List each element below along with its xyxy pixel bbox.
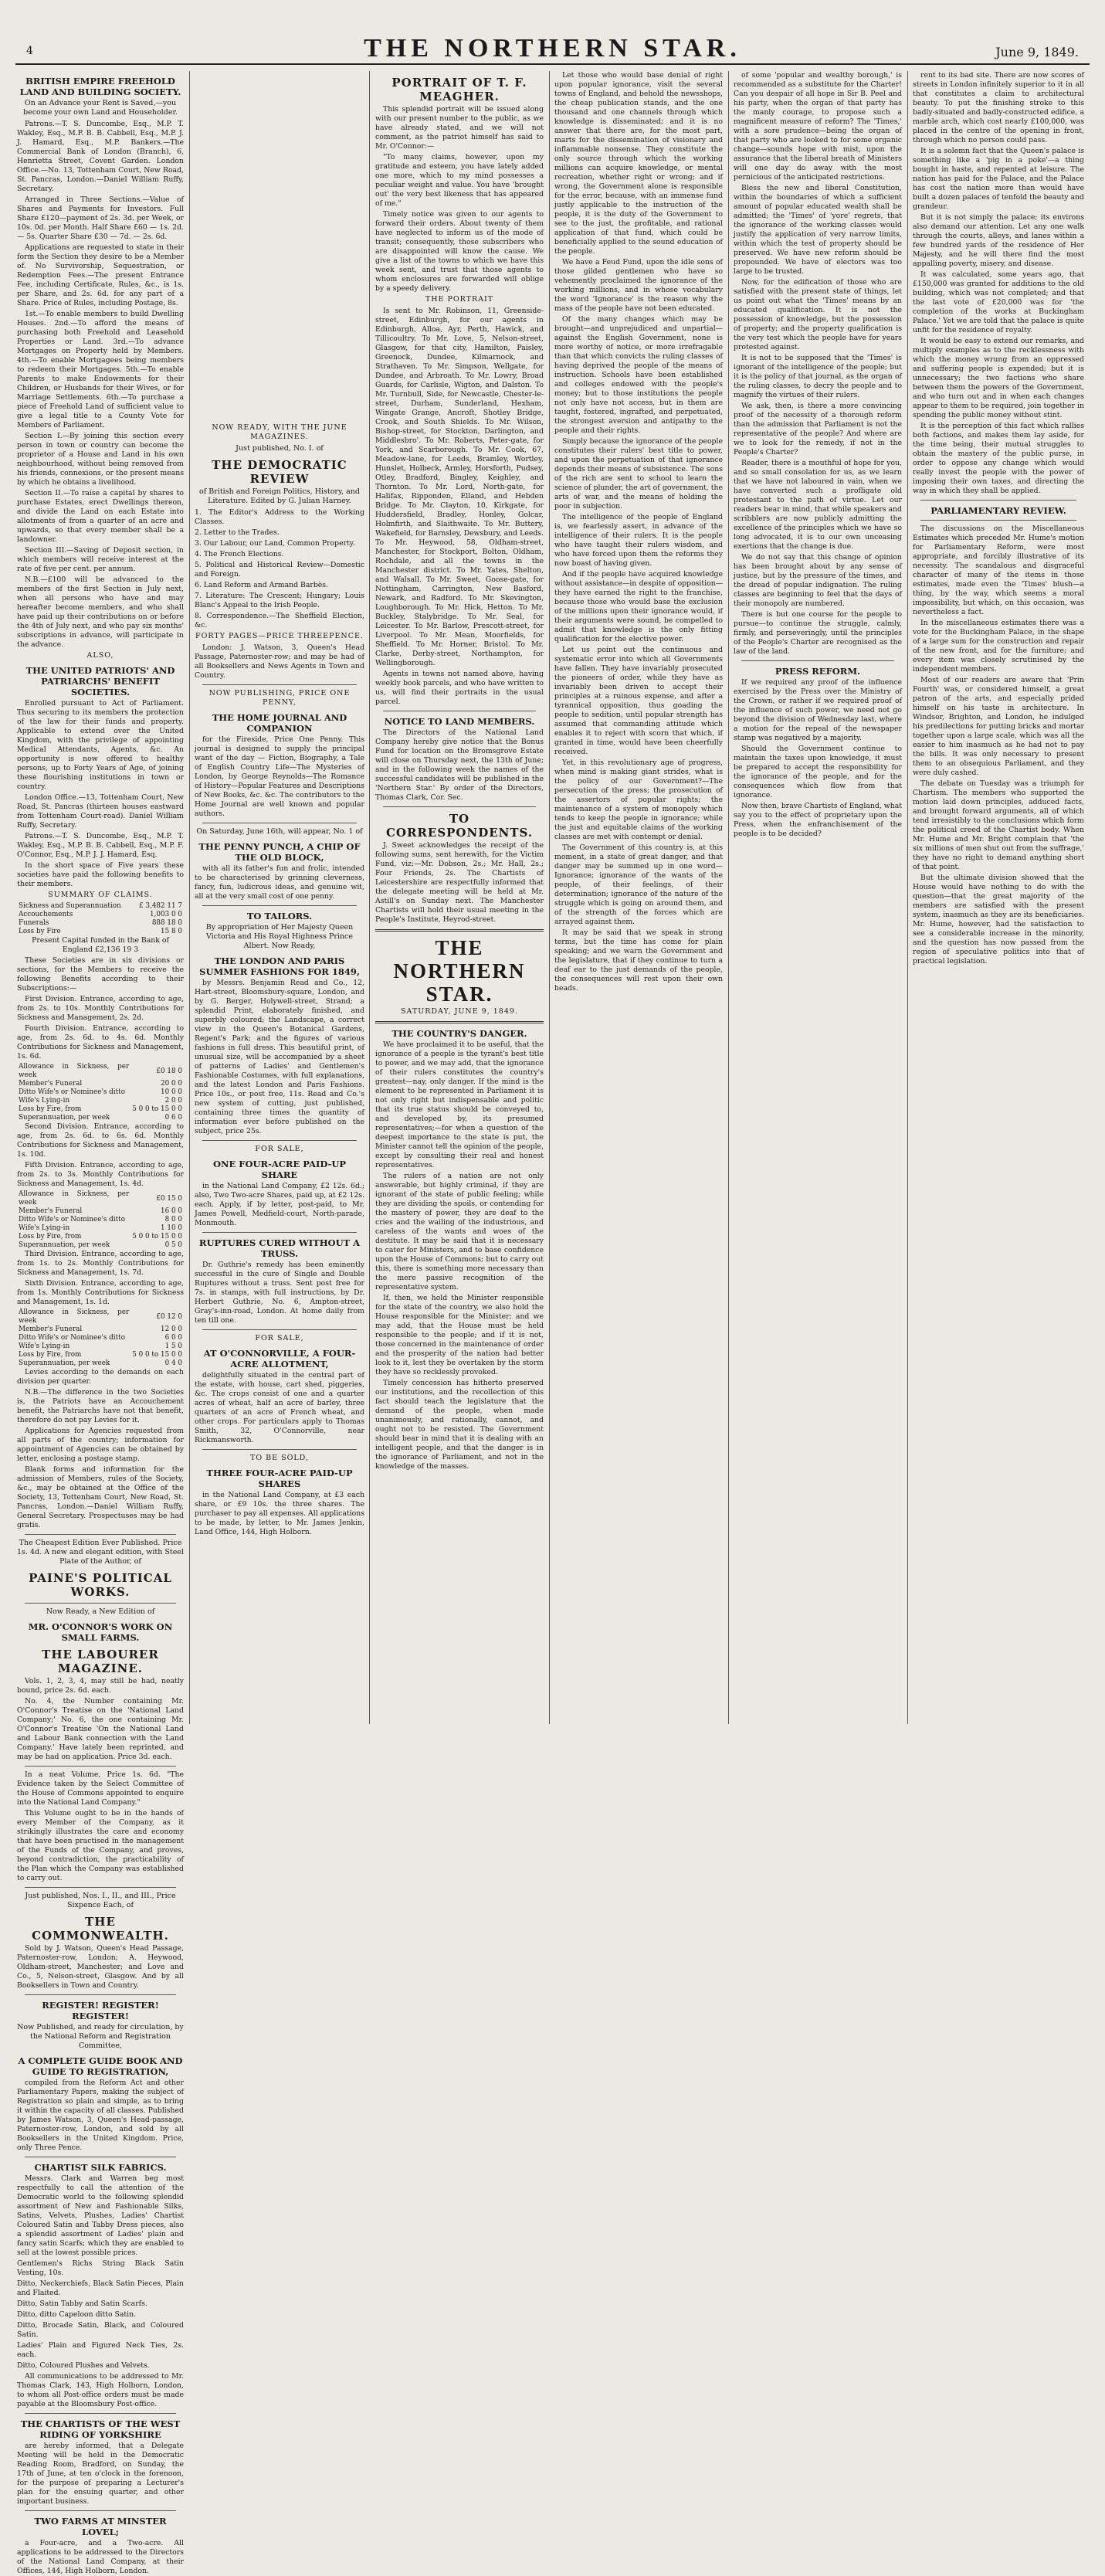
oconnorville-heading: FOR SALE, <box>255 1334 304 1342</box>
paragraph: Let us point out the continuous and systematic error into which all Governments have fallen. They have invariably prosecuted the pioneers of order, while they have as invariably been driven to accept their principles at a ruinous expense, and after a tyrannical opposition, thus goading the people to sedition, until popular strength has assumed that commanding attitude which enables it to reject with scorn that which, if granted in time, would have been cheerfully received. <box>554 646 723 756</box>
parliamentary-review-title: PARLIAMENTARY REVIEW. <box>930 505 1066 516</box>
benefits-table <box>17 1063 184 1122</box>
divider <box>383 806 536 807</box>
present-capital: Present Capital funded in the Bank of England £2,136 19 3 <box>32 936 169 954</box>
portrait-list-heading: THE PORTRAIT <box>425 295 494 304</box>
oconnor-ad-intro: Now Ready, a New Edition of <box>46 1607 155 1616</box>
paragraph: Let those who would base denial of right upon popular ignorance, visit the several towns of England, and behold the newsshops, the cheap publication stands, and the one thousand and one channels through which knowledge is disseminated; and it is no answer that there are, for the most part, marts for the dissemination of visionary and inflammable nonsense. They constitute the only source through which the working millions can acquire knowledge, or mental recreation, whether right or wrong; and if wrong, the Government alone is responsible for the error, because, with an immense fund justly applicable to the instruction of the people, it is the duty of the Government to see to the just, the profitable, and rational application of that fund, which could be beneficially applied to the sound education of the people. <box>554 71 723 256</box>
paragraph: But the ultimate division showed that the House would have nothing to do with the question—that the great majority of the members are satisfied with the present system, inasmuch as they are its beneficiaries. Mr. Hume, however, had the satisfaction to see a considerable increase in the minority, and the question has now passed from the region of speculative politics into that of practical legislation. <box>913 874 1084 966</box>
sale-title: ONE FOUR-ACRE PAID-UP SHARE <box>213 1159 346 1180</box>
column-rule <box>189 71 190 1724</box>
table-row: Wife's Lying-in 1 10 0 <box>19 1224 182 1232</box>
divider <box>202 905 357 906</box>
divider <box>920 500 1076 501</box>
divider <box>25 1534 176 1535</box>
paragraph: The debate on Tuesday was a triumph for Chartism. The members who supported the motion laid down principles, adduced facts, and brought forward arguments, all of which tend irresistibly to the conclusions which form the political creed of the Chartist body. When Mr. Hume and Mr. Bright complain that 'the six millions of men shut out from the suffrage,' they have no right to demand anything short of that point. <box>913 779 1084 871</box>
paragraph: in the National Land Company, £2 12s. 6d.; also, Two Two-acre Shares, paid up, at £2 12s. each. Apply, if by letter, post-paid, to Mr. James Powell, Medfield-court, North-parade, Monmouth. <box>195 1182 364 1227</box>
divider <box>920 520 1076 521</box>
commonwealth-intro: Just published, Nos. I., II., and III., Price Sixpence Each, of <box>25 1892 176 1909</box>
list-item: Ditto, Neckerchiefs, Black Satin Pieces, Plain and Flaited. <box>17 2279 184 2297</box>
paragraph: of some 'popular and wealthy borough,' is recommended as a substitute for the Charter! Can you despair of all hope in Sir B. Peel and his party, when the organ of that party has the manly courage, to propose such a magnificent measure of reform? The 'Times,' with a sore prudence—being the organ of that party who are looked to for some organic change—sounds hope with mist, upon the assurance that the liberal breath of Ministers will one day do away with the most pernicious of the anticipated restrictions. <box>734 71 902 182</box>
column-rule <box>907 71 908 1724</box>
table-row: Sickness and Superannuation £ 3,482 11 7 <box>19 902 182 910</box>
paragraph: The Directors of the National Land Company hereby give notice that the Bonus Fund for location on the Bromsgrove Estate will close on Thursday next, the 13th of June; and in the following week the names of the successful candidates will be published in the 'Northern Star.' By order of the Directors, Thomas Clark, Cor. Sec. <box>375 728 544 802</box>
paragraph: Timely concession has hitherto preserved our institutions, and the recollection of this fact should teach the legislature that the demand of the people, when made unanimously, and rationally, cannot, and ought not to be resisted. The Government should bear in mind that it is dealing with an intelligent people, and that the danger is in the ignorance of Parliament, and not in the knowledge of the masses. <box>375 1379 544 1471</box>
divider <box>375 929 544 932</box>
newspaper-title: THE NORTHERN STAR. <box>364 34 741 63</box>
press-reform-title: PRESS REFORM. <box>775 666 861 677</box>
paragraph: in the National Land Company, at £3 each share, or £9 10s. the three shares. The purchaser to pay all expenses. All applications to be made, by letter, to Mr. James Jenkin, Land Office, 144, High Holborn. <box>195 1491 364 1536</box>
danger-title: THE COUNTRY'S DANGER. <box>391 1028 527 1039</box>
heading-united-patriots: THE UNITED PATRIOTS' AND PATRIARCHS' BENEFIT SOCIETIES. <box>25 665 175 697</box>
also-label: ALSO, <box>86 651 114 660</box>
paragraph: Simply because the ignorance of the people constitutes their rulers' best title to power, and upon the perpetuation of that ignorance depends their means of subsistence. The sons of the rich are sent to school to learn the science of plunder, the art of government, the arts of war, and the means of holding the poor in subjection. <box>554 437 723 511</box>
paragraph: Is sent to Mr. Robinson, 11, Greenside-street, Edinburgh, for our agents in Edinburgh, Alloa, Ayr, Perth, Hawick, and Tillicoultry. To Mr. Love, 5, Nelson-street, Glasgow, for that city, Hamilton, Paisley, Greenock, Dundee, Kilmarnock, and Strathaven. To Mr. Simpson, Wellgate, for Dundee, and Arbroath. To Mr. Lowry, Broad Guards, for Carlisle, Wigton, and Dalston. To Mr. Turnbull, Side, for Newcastle, Chester-le-street, Durham, Sunderland, Hexham, Wingate Grange, Ancroft, Shotley Bridge, Crook, and South Shields. To Mr. Wilson, Bishop-street, for Stockton, Darlington, and Middlesbro'. To Mr. Roberts, Peter-gate, for York, and Scarborough. To Mr. Cook, 67, Meadow-lane, for Leeds, Bramley, Wortley, Hunslet, Holbeck, Armley, Horsforth, Pudsey, Otley, Bradford, Bingley, Keighley, and Thornton. To Mr. Lord, North-gate, for Halifax, Ripponden, Elland, and Hebden Bridge. To Mr. Clayton, 10, Kirkgate, for Huddersfield, Bradley, Honley, Golcar, Holmfirth, and Slaithwaite. To Mr. Buttery, Wakefield, for Barnsley, Dewsbury, and Leeds. To Mr. Heywood, 58, Oldham-street, Manchester, for Stockport, Bolton, Oldham, Rochdale, and all the towns in the Manchester district. To Mr. Yates, Shelton, and Walsall. To Mr. Sweet, Goose-gate, for Nottingham, Carrington, New Basford, Newark, and Radford. To Mr. Skevington, Loughborough. To Mr. Hick, Hetton. To Mr. Buckley, Stalybridge. To Mr. Seal, for Leicester. To Mr. Barlow, Prescott-street, for Liverpool. To Mr. Mean, Moorfields, for Sheffield. To Mr. Horner, Bristol. To Mr. Clarke, Derby-street, Northampton, for Wellingborough. <box>375 307 544 667</box>
list-item: 4. The French Elections. <box>195 550 284 558</box>
division-label: Sixth Division. Entrance, according to age, from 1s. Monthly Contributions for Sickness and Management, 1s. 1d. <box>17 1279 184 1306</box>
division-label: Third Division. Entrance, according to age, from 1s. to 2s. Monthly Contributions for Sickness and Management, 1s. 7d. <box>17 1250 184 1277</box>
divider <box>25 1766 176 1767</box>
paragraph: It is not to be supposed that the 'Times' is ignorant of the intelligence of the people; but it is the policy of that journal, as the organ of the ruling classes, to decry the people and to magnify the virtues of their rulers. <box>734 354 902 399</box>
column-5 <box>734 71 902 1724</box>
paragraph: Bless the new and liberal Constitution, within the boundaries of which a sufficient amount of popular educated wealth shall be admitted; the 'Times' of 'yore' regrets, that the ignorance of the working classes would justify the application of very narrow limits, within which the test of property should be preserved. We have new reform should be propounded. We have of electors was too large to be trusted. <box>734 184 902 276</box>
reformer-price: FORTY PAGES—PRICE THREEPENCE. <box>195 632 364 640</box>
paragraph: No. 4, the Number containing Mr. O'Connor's Treatise on the 'National Land Company;' No. 6, the one containing Mr. O'Connor's Treatise 'On the National Land and Labour Bank connection with the Land Company.' Have lately been reprinted, and may be had on application. Price 3d. each. <box>17 1697 184 1761</box>
paragraph: Timely notice was given to our agents to forward their orders. About twenty of them have neglected to inform us of the mode of transit; consequently, those subscribers who are disappointed will know the cause. We give a list of the towns to which we have this week sent, and trust that those agents to whom enclosures are forwarded will oblige by a speedy delivery. <box>375 210 544 293</box>
table-row: Superannuation, per week 0 4 0 <box>19 1359 182 1367</box>
paragraph: This Volume ought to be in the hands of every Member of the Company, as it strikingly illustrates the care and economy that have been practised in the management of the Funds of the Company, and proves, beyond contradiction, the practicability of the Plan which the Company was established to carry out. <box>17 1809 184 1882</box>
paragraph: Now then, brave Chartists of England, what say you to the effect of proprietary upon the Press, when the enfranchisement of the people is to be decided? <box>734 802 902 838</box>
paragraph: These Societies are in six divisions or sections, for the Members to receive the following Benefits according to their Subscriptions:— <box>17 956 184 993</box>
paragraph: If, then, we hold the Minister responsible for the state of the country, we also hold the House responsible for the Minister; and we may add, that the House must be held responsible to the people; and if it is not, those concerned in the maintenance of order and the prosperity of the nation had better look to it, lest they be overtaken by the storm they have so recklessly provoked. <box>375 1294 544 1376</box>
paragraph: The Government of this country is, at this moment, in a state of great danger, and that danger may be summed up in one word—Ignorance; ignorance of the wants of the people, of their feelings, of their determination; ignorance of the nature of the struggle which is going on around them, and of the strength of the forces which are arrayed against them. <box>554 843 723 926</box>
paragraph: London Office.—13, Tottenham Court, New Road, St. Pancras (thirteen houses eastward from Tottenham Court-road). Daniel William Ruffy, Secretary. <box>17 793 184 830</box>
paragraph: We have a Feud Fund, upon the idle sons of those gilded gentlemen who have so vehemently proclaimed the ignorance of the working millions, and in whose vocabulary the word 'Ignorance' is the reason why the mass of the people have not been educated. <box>554 258 723 313</box>
paragraph: Section II.—To raise a capital by shares to purchase Estates, erect Dwellings thereon, and divide the Land on each Estate into allotments of from a quarter of an acre and upwards, so that every member shall be a landowner. <box>17 489 184 544</box>
paragraph: with all its father's fun and frolic, intended to be characterised by grinning cleverness, fancy, fun, ludicrous ideas, and genuine wit, all at the very small cost of one penny. <box>195 864 364 901</box>
paragraph: The intelligence of the people of England is, we fearlessly assert, in advance of the intelligence of their rulers. It is the people who have taught their rulers wisdom, and who have forced upon them the reforms they now boast of having given. <box>554 513 723 568</box>
divider <box>202 684 357 685</box>
paragraph: Reader, there is a mouthful of hope for you, and so small consolation for us, as we learn that we have not laboured in vain, when we have converted such a profligate old protestant to the path of virtue. Let our readers bear in mind, that while speakers and scribblers are now publicly admitting the excellence of the principles which we have so long advocated, it is to our own unceasing exertions that the change is due. <box>734 459 902 551</box>
penny-heading: NOW PUBLISHING, PRICE ONE PENNY, <box>208 689 351 707</box>
masthead-rule <box>15 63 1090 65</box>
list-item: 3. Our Labour, our Land, Common Property. <box>195 539 355 548</box>
paragraph: In the short space of Five years these societies have paid the following benefits to their members. <box>17 861 184 888</box>
paragraph: Agents in towns not named above, having weekly book parcels, and who have written to us, will find their portraits in the usual parcel. <box>375 670 544 706</box>
paragraph: In a neat Volume, Price 1s. 6d. "The Evidence taken by the Select Committee of the House of Commons appointed to enquire into the National Land Company." <box>17 1770 184 1807</box>
paragraph: If we required any proof of the influence exercised by the Press over the Ministry of the Crown, or rather if we required proof of the influence of such power, we need not go beyond the division of Wednesday last, where a motion for the repeal of the newspaper stamp was negatived by a majority. <box>734 678 902 742</box>
list-item: 7. Literature: The Crescent; Hungary; Louis Blanc's Appeal to the Irish People. <box>195 592 364 609</box>
paragraph: In the miscellaneous estimates there was a vote for the Buckingham Palace, in the shape of a large sum for the construction and repair of the new front, and for the furniture; and every item was closely scrutinised by the independent members. <box>913 619 1084 674</box>
paragraph: "To many claims, however, upon my gratitude and esteem, you have lately added one more, which to my mind possesses a peculiar weight and value. You have 'brought out' the very best likeness that has appeared of me." <box>375 153 544 208</box>
issue-date: June 9, 1849. <box>995 45 1079 59</box>
west-riding-title: THE CHARTISTS OF THE WEST RIDING OF YORKSHIRE <box>20 2418 181 2440</box>
notice-title: NOTICE TO LAND MEMBERS. <box>384 716 535 727</box>
column-rule <box>369 71 370 1724</box>
table-row: Member's Funeral 16 0 0 <box>19 1207 182 1215</box>
list-item: Gentlemen's Richs String Black Satin Vesting, 10s. <box>17 2259 184 2277</box>
table-row: Allowance in Sickness, per week £0 15 0 <box>19 1190 182 1207</box>
commonwealth-title: THE COMMONWEALTH. <box>32 1915 169 1943</box>
northern-star-title: THE NORTHERN STAR. <box>393 936 526 1006</box>
oconnor-title: MR. O'CONNOR'S WORK ON SMALL FARMS. <box>28 1621 173 1643</box>
paragraph: Patrons.—T. S. Duncombe, Esq., M.P. T. Wakley, Esq., M.P. B. B. Cabbell, Esq., M.P. J. J. Hamard, Esq., M.P. Bankers.—The Commercial Bank of London (Branch), 6, Henrietta Street, Covent Garden. London Office.—No. 13, Tottenham Court, New Road, St. Pancras, London.—Daniel William Ruffy, Secretary. <box>17 120 184 193</box>
division-label: Second Division. Entrance, according to age, from 2s. 6d. to 6s. 6d. Monthly Contributions for Sickness and Management, 1s. 10d. <box>17 1122 184 1159</box>
paragraph: delightfully situated in the central part of the estate, with house, cart shed, piggeries, &c. The crops consist of one and a quarter acres of wheat, half an acre of barley, three quarters of an acre of French wheat, and other crops. For particulars apply to Thomas Smith, 32, O'Connorville, near Rickmansworth. <box>195 1371 364 1444</box>
reformer-desc: of British and Foreign Politics, History, and Literature. Edited by G. Julian Harney. <box>199 487 360 505</box>
list-item: Ladies' Plain and Figured Neck Ties, 2s. each. <box>17 2341 184 2359</box>
paragraph: N.B.—£100 will be advanced to the members of the first Section in July next, when all persons who have and may hereafter become members, and who shall have paid up their contributions on or before the 4th of July next, and who pay six months' subscriptions in advance, will participate in the advance. <box>17 575 184 649</box>
table-row: Funerals 888 18 0 <box>19 919 182 927</box>
list-item: 5. Political and Historical Review—Domestic and Foreign. <box>195 561 364 579</box>
divider <box>25 2413 176 2414</box>
paragraph: Blank forms and information for the admission of Members, rules of the Society, &c., may be obtained at the Office of the Society, 13, Tottenham Court, New Road, St. Pancras, London.—Daniel William Ruffy, General Secretary. Prospectuses may be had gratis. <box>17 1465 184 1529</box>
paragraph: Levies according to the demands on each division per quarter. <box>17 1368 184 1386</box>
heading-british-empire: BRITISH EMPIRE FREEHOLD LAND AND BUILDING SOCIETY. <box>19 76 181 97</box>
list-item: Ditto, Satin Tabby and Satin Scarfs. <box>17 2299 147 2308</box>
division-label: Fourth Division. Entrance, according to age, from 2s. 6d. to 4s. 6d. Monthly Contributions for Sickness and Management, 1s. 6d. <box>17 1024 184 1061</box>
list-item: 1. The Editor's Address to the Working Classes. <box>195 508 364 526</box>
table-row: Wife's Lying-in 2 0 0 <box>19 1097 182 1105</box>
reformer-heading: NOW READY, WITH THE JUNE MAGAZINES. <box>212 423 347 441</box>
list-item: 2. Letter to the Trades. <box>195 528 280 537</box>
home-journal-title: THE HOME JOURNAL AND COMPANION <box>212 712 347 734</box>
divider <box>25 1887 176 1888</box>
divider <box>375 1021 544 1023</box>
benefits-table <box>17 1308 184 1368</box>
rupture-title: RUPTURES CURED WITHOUT A TRUSS. <box>198 1237 361 1259</box>
paragraph: London: J. Watson, 3, Queen's Head Passage, Paternoster-row; and may be had of all Booksellers and News Agents in Town and Country. <box>195 643 364 680</box>
column-rule <box>728 71 729 1724</box>
table-row: Loss by Fire, from 5 0 0 to 15 0 0 <box>19 1105 182 1113</box>
paragraph: It may be said that we speak in strong terms, but the time has come for plain speaking; and we warn the Government and the legislature, that if they continue to turn a deaf ear to the just demands of the people, the consequences will rest upon their own heads. <box>554 928 723 993</box>
divider <box>741 660 894 661</box>
paragraph: Applications for Agencies requested from all parts of the country; information for appointment of Agencies can be obtained by letter, enclosing a postage stamp. <box>17 1427 184 1463</box>
table-row: Loss by Fire, from 5 0 0 to 15 0 0 <box>19 1233 182 1240</box>
summary-title: SUMMARY OF CLAIMS. <box>48 891 153 899</box>
paragraph: We ask, then, is there a more convincing proof of the necessity of a thorough reform than the admission that Parliament is not the representative of the people? And where are we to look for the remedy, if not in the People's Charter? <box>734 402 902 456</box>
table-row: Accouchements 1,003 0 0 <box>19 911 182 918</box>
list-item: Ditto, Coloured Plushes and Velvets. <box>17 2361 150 2370</box>
paragraph: But it is not simply the palace; its environs also demand our attention. Let any one walk through the courts, alleys, and lanes within a few hundred yards of the residence of Her Majesty, and he will there find the most appalling poverty, misery, and disease. <box>913 213 1084 268</box>
fashion-title: THE LONDON AND PARIS SUMMER FASHIONS FOR 1849, <box>199 955 360 977</box>
paragraph: by Messrs. Benjamin Read and Co., 12, Hart-street, Bloomsbury-square, London, and by G. Berger, Holywell-street, Strand; a splendid Print, elaborately finished, and superbly coloured; the Landscape, a correct view in the Queen's Botanical Gardens, Regent's Park; and the figures of various fashions in full dress. This beautiful print, of unusual size, will be accompanied by a sheet of patterns of Ladies' and Gentlemen's Fashionable Costumes, with full explanations, and the latest London and Paris Fashions. Price 10s., or post free, 11s. Read and Co.'s new system of cutting, just published, containing three times the quantity of information ever before published on the subject, price 25s. <box>195 979 364 1135</box>
paragraph: It is the perception of this fact which rallies both factions, and makes them lay aside, for the time being, their mutual struggles to obtain the mastery of the public purse, in order to oppose any change which would really invest the people with the power of imposing their own taxes, and directing the way in which they shall be applied. <box>913 422 1084 495</box>
divider <box>25 1994 176 1995</box>
table-row: Loss by Fire 15 8 0 <box>19 928 182 935</box>
list-item: 6. Land Reform and Armand Barbès. <box>195 581 329 589</box>
table-row: Member's Funeral 20 0 0 <box>19 1080 182 1088</box>
column-rule <box>549 71 550 1724</box>
paragraph: compiled from the Reform Act and other Parliamentary Papers, making the subject of Registration so plain and simple, as to bring it within the capacity of all classes. Published by James Watson, 3, Queen's Head-passage, Paternoster-row, London, and sold by all Booksellers in the United Kingdom. Price, only Three Pence. <box>17 2079 184 2152</box>
reformer-title: THE DEMOCRATIC REVIEW <box>212 458 347 486</box>
masthead <box>15 0 1090 65</box>
paragraph: Of the many changes which may be brought—and unprejudiced and unpartial—against the English Government, none is more worthy of notice, or more irrefragable than that which convicts the ruling classes of having deprived the people of the means of instruction. Schools have been established and colleges endowed with the people's money; but to those institutions the people not only have not access, but in them are taught, fostered, ingrafted, and perpetuated, the strongest aversion and antipathy to the people and their rights. <box>554 315 723 435</box>
paragraph: The rulers of a nation are not only answerable, but highly criminal, if they are ignorant of the state of public feeling; while they are dividing the spoils, or contending for the mastery of power, they are deaf to the cries and the wailing of the industrious, and careless of the wants and woes of the destitute. It may be said that it is necessary to cater for Ministers, and to base confidence upon the House of Commons; but to carry out this, there is something more necessary than the mere passive recognition of the representative system. <box>375 1172 544 1291</box>
farms-title: TWO FARMS AT MINSTER LOVEL; <box>34 2516 167 2537</box>
table-row: Ditto Wife's or Nominee's ditto 6 0 0 <box>19 1334 182 1342</box>
paragraph: Now, for the edification of those who are satisfied with the present state of things, let us point out what the 'Times' means by an educated qualification. It is not the possession of knowledge, but the possession of property; and the property qualification is the very test which the people have for years protested against. <box>734 278 902 351</box>
paragraph: Patrons.—T. S. Duncombe, Esq., M.P. T. Wakley, Esq., M.P. B. B. Cabbell, Esq., M.P. F. O'Connor, Esq., M.P. J. J. Hamard, Esq. <box>17 832 184 859</box>
table-row: Allowance in Sickness, per week £0 18 0 <box>19 1063 182 1079</box>
paragraph: Enrolled pursuant to Act of Parliament. Thus securing to its members the protection of the law for their funds and property. Applicable to extend over the United Kingdom, with the privilege of appointing Medical Attendants, Agents, &c. An opportunity is now offered to healthy persons, up to Forty Years of Age, of joining these flourishing institutions in town or country. <box>17 699 184 791</box>
paragraph: It was calculated, some years ago, that £150,000 was granted for additions to the old building, which was not completed; and that the last vote of £20,000 was for 'the completion of the works at Buckingham Palace.' Yet we are told that the palace is quite unfit for the residence of royalty. <box>913 270 1084 334</box>
reformer-sub: Just published, No. I. of <box>236 444 324 453</box>
divider <box>25 1603 176 1604</box>
paragraph: Section I.—By joining this section every person in town or country can become the proprietor of a House and Land in his own neighbourhood, without being removed from his friends, connexions, or the present means by which he obtains a livelihood. <box>17 432 184 487</box>
paragraph: Dr. Guthrie's remedy has been eminently successful in the cure of Single and Double Ruptures without a truss. Sent post free for 7s. in stamps, with full instructions, by Dr. Herbert Guthrie, No. 6, Ampton-street, Gray's-inn-road, London. At home daily from ten till one. <box>195 1261 364 1325</box>
column-2-spacer <box>195 71 364 423</box>
list-item: Ditto, ditto Capeloon ditto Satin. <box>17 2310 137 2319</box>
fabrics-list <box>17 2259 184 2371</box>
column-2 <box>195 71 364 1724</box>
paragraph: J. Sweet acknowledges the receipt of the following sums, sent herewith, for the Victim Fund, viz:—Mr. Dobson, 2s.; Mr. Hall, 2s.; Four Friends, 2s. The Chartists of Leicestershire are respectfully informed that the delegate meeting will be held at Mr. Astill's on Sunday next. The Manchester Chartists will hold their usual meeting in the People's Institute, Heyrod-street. <box>375 841 544 924</box>
labourer-title: THE LABOURER MAGAZINE. <box>42 1648 159 1675</box>
three-shares-heading: TO BE SOLD, <box>250 1454 309 1462</box>
paragraph: a Four-acre, and a Two-acre. All applications to be addressed to the Directors of the National Land Company, at their Offices, 144, High Holborn, London. <box>17 2539 184 2575</box>
guide-title: A COMPLETE GUIDE BOOK AND GUIDE TO REGISTRATION, <box>18 2055 183 2077</box>
oconnorville-title: AT O'CONNORVILLE, A FOUR-ACRE ALLOTMENT, <box>203 1348 356 1369</box>
paragraph: 1st.—To enable members to build Dwelling Houses. 2nd.—To afford the means of purchasing both Freehold and Leasehold Properties or Land. 3rd.—To advance Mortgages on Property held by Members. 4th.—To enable Mortgagees being members to redeem their Mortgages. 5th.—To enable Parents to make Endowments for their Children, or Husbands for their Wives, or for Marriage Settlements. 6th.—To purchase a piece of Freehold Land of sufficient value to give a legal title to a County Vote for Members of Parliament. <box>17 310 184 429</box>
three-shares-title: THREE FOUR-ACRE PAID-UP SHARES <box>206 1468 353 1489</box>
paragraph: Messrs. Clark and Warren beg most respectfully to call the attention of the Democratic world to the following splendid assortment of New and Fashionable Silks, Satins, Velvets, Plushes, Ladies' Chartist Coloured Satin and Tabby Dress pieces, also a splendid assortment of Ladies' plain and fancy satin Scarfs; which they are enabled to sell at the lowest possible prices. <box>17 2174 184 2257</box>
correspondents-title: TO CORRESPONDENTS. <box>385 812 534 840</box>
paragraph: We do not say that this change of opinion has been brought about by any sense of justice, but by the pressure of the times, and the dread of popular indignation. The ruling classes are beginning to feel that the days of their monopoly are numbered. <box>734 553 902 608</box>
column-1 <box>17 71 184 2575</box>
table-row: Wife's Lying-in 1 5 0 <box>19 1342 182 1350</box>
table-row: Loss by Fire, from 5 0 0 to 15 0 0 <box>19 1351 182 1359</box>
table-row: Allowance in Sickness, per week £0 12 0 <box>19 1308 182 1325</box>
register-text: Now Published, and ready for circulation, by the National Reform and Registration Committee, <box>17 2023 184 2050</box>
divider <box>25 2510 176 2511</box>
table-row: Member's Funeral 12 0 0 <box>19 1325 182 1333</box>
portrait-title: PORTRAIT OF T. F. MEAGHER. <box>391 76 527 104</box>
paragraph: And if the people have acquired knowledge without assistance—in despite of opposition—they have earned the right to the franchise, because those who would base the exclusion of the millions upon their ignorance would, if their arguments were sound, be compelled to admit that knowledge is the only fitting qualification for the elective power. <box>554 570 723 643</box>
punch-intro: On Saturday, June 16th, will appear, No. 1 of <box>196 827 363 836</box>
benefits-table <box>17 1190 184 1250</box>
table-row: Superannuation, per week 0 6 0 <box>19 1114 182 1122</box>
paragraph: This splendid portrait will be issued along with our present number to the public, as we have already stated, and we will not comment, as the patriot himself has said to Mr. O'Connor:— <box>375 105 544 151</box>
divider <box>202 1449 357 1450</box>
paragraph: Yet, in this revolutionary age of progress, when mind is making giant strides, what is the policy of our Government?—The persecution of the press; the prosecution of the assertors of popular rights; the maintenance of a system of monopoly which tends to keep the people in ignorance; while the just and equitable claims of the working classes are met with contempt or denial. <box>554 759 723 841</box>
register-title: REGISTER! REGISTER! REGISTER! <box>42 2000 159 2021</box>
paragraph: are hereby informed, that a Delegate Meeting will be held in the Democratic Reading Room, Bradford, on Sunday, the 17th of June, at ten o'clock in the forenoon, for the purpose of preparing a Lecturer's plan for the ensuing quarter, and other important business. <box>17 2442 184 2506</box>
paragraph: Most of our readers are aware that 'Prin Fourth' was, or considered himself, a great patron of the arts, and especially prided himself on his taste in architecture. In Windsor, Brighton, and London, he indulged his predilections for putting bricks and mortar together upon a large scale, which was all the easier to him inasmuch as he had not to pay the bills. It was only necessary to present them to an obsequious Parliament, and they were duly cashed. <box>913 676 1084 777</box>
paragraph: Sold by J. Watson, Queen's Head Passage, Paternoster-row, London; A. Heywood, Oldham-street, Manchester; and Love and Co., 5, Nelson-street, Glasgow. And by all Booksellers in Town and Country. <box>17 1944 184 1990</box>
table-row: Superannuation, per week 0 5 0 <box>19 1241 182 1249</box>
paragraph: Should the Government continue to maintain the taxes upon knowledge, it must be prepared to accept the responsibility for the ignorance of the people, and for the consequences which flow from that ignorance. <box>734 745 902 799</box>
tailors-sub: By appropriation of Her Majesty Queen Victoria and His Royal Highness Prince Albert. Now Ready, <box>205 923 354 950</box>
sale-heading: FOR SALE, <box>255 1145 304 1153</box>
page-number: 4 <box>26 45 33 57</box>
contents-list <box>195 508 364 630</box>
list-item: 8. Correspondence.—The Sheffield Election, &c. <box>195 612 364 630</box>
division-label: First Division. Entrance, according to age, from 2s. to 10s. Monthly Contributions for Sickness and Management, 2s. 2d. <box>17 995 184 1022</box>
paragraph: Arranged in Three Sections.—Value of Shares and Payments for Investors. Full Share £120—payment of 2s. 3d. per Week, or 10s. 0d. per Month. Half Share £60 — 1s. 2d. — 5s. Quarter Share £30 — 7d. — 2s. 6d. <box>17 195 184 241</box>
paragraph: Vols. 1, 2, 3, 4, may still be had, neatly bound, price 2s. 6d. each. <box>17 1677 184 1695</box>
paragraph: The discussions on the Miscellaneous Estimates which preceded Mr. Hume's motion for Parliamentary Reform, were most appropriate, and forcibly illustrative of its necessity. The scandalous and disgraceful character of many of the items in those estimates, made even the 'Times' blush—a thing, by the way, which seems a moral impossibility, but which, on this occasion, was nevertheless a fact. <box>913 524 1084 616</box>
tailors-heading: TO TAILORS. <box>246 911 313 921</box>
paragraph: It is a solemn fact that the Queen's palace is something like a 'pig in a poke'—a thing bought in haste, and repented at leisure. The nation has paid for the Palace, and the Palace has cost the nation more than would have built a dozen palaces of tenfold the beauty and grandeur. <box>913 147 1084 211</box>
paine-title: PAINE'S POLITICAL WORKS. <box>29 1571 172 1599</box>
column-3 <box>375 71 544 1724</box>
paragraph: for the Fireside, Price One Penny. This journal is designed to supply the principal want of the day — Fiction, Biography, a Tale of English Country Life—The Mysteries of London, by George Reynolds—The Romance of History—Popular Features and Descriptions of New Books, &c. &c. The contributors to the Home Journal are well known and popular authors. <box>195 735 364 818</box>
paragraph: Applications are requested to state in their form the Section they desire to be a Member of. No Survivorship, Sequestration, or Redemption Fees.—The present Entrance Fee, including Certificate, Rules, &c., is 1s. per Share, and 2s. 6d. for any part of a Share. Price of Rules, including Postage, 8s. <box>17 243 184 307</box>
divider <box>202 1232 357 1233</box>
star-date: SATURDAY, JUNE 9, 1849. <box>401 1007 518 1016</box>
divider <box>202 1329 357 1330</box>
penny-punch-title: THE PENNY PUNCH, A CHIP OF THE OLD BLOCK, <box>198 841 361 863</box>
paragraph: All communications to be addressed to Mr. Thomas Clark, 143, High Holborn, London, to whom all Post-office orders must be made payable at the Bloomsbury Post-office. <box>17 2372 184 2408</box>
paragraph: rent to its bad site. There are now scores of streets in London infinitely superior to it in all that constitutes a claim to architectural beauty. To put the finishing stroke to this badly-situated and badly-constructed edifice, a marble arch, which cost nearly £100,000, was placed in the centre of the opening in front, through which no person could pass. <box>913 71 1084 144</box>
table-row: Ditto Wife's or Nominee's ditto 8 0 0 <box>19 1216 182 1224</box>
paragraph: We have proclaimed it to be useful, that the ignorance of a people is the tyrant's best title to power, and we may add, that the ignorance of their rulers constitutes the country's greatest—nay, only danger. If the mind is the element to be represented in Parliament it is not only right but indispensable and politic that its true status should be conveyed to, and developed by, its presumed representatives;—for when a question of the deepest importance to the state is put, the Minister cannot tell the opinion of the people, except by consulting their real and honest representatives. <box>375 1040 544 1169</box>
paragraph: There is but one course for the people to pursue—to continue the struggle, calmly, firmly, and perseveringly, until the principles of the People's Charter are recognised as the law of the land. <box>734 610 902 656</box>
column-4 <box>554 71 723 1724</box>
paragraph: N.B.—The difference in the two Societies is, the Patriots have an Accouchement benefit, the Patriarchs have not that benefit, therefore do not pay Levies for it. <box>17 1388 184 1424</box>
subtitle: On an Advance your Rent is Saved,—you become your own Land and Householder. <box>23 99 178 117</box>
paragraph: Section III.—Saving of Deposit section, in which members will receive interest at the rate of five per cent. per annum. <box>17 546 184 573</box>
paragraph: It would be easy to extend our remarks, and multiply examples as to the recklessness with which the money wrung from an oppressed and suffering people is expended; but it is unnecessary; the two factions who share between them the powers of the Government, and who turn out and in when each changes appear to them to be required, join together in spending the public money without stint. <box>913 337 1084 419</box>
division-label: Fifth Division. Entrance, according to age, from 2s. to 3s. Monthly Contributions for Sickness and Management, 1s. 4d. <box>17 1161 184 1188</box>
list-item: Ditto, Brocade Satin, Black, and Coloured Satin. <box>17 2321 184 2339</box>
chartist-fabrics-title: CHARTIST SILK FABRICS. <box>34 2162 167 2173</box>
summary-table <box>17 902 184 936</box>
divider <box>202 1140 357 1141</box>
paine-ad-intro: The Cheapest Edition Ever Published. Price 1s. 4d. A new and elegant edition, with Steel Plate of the Author, of <box>17 1539 184 1566</box>
column-6 <box>913 71 1084 1724</box>
table-row: Ditto Wife's or Nominee's ditto 10 0 0 <box>19 1088 182 1096</box>
